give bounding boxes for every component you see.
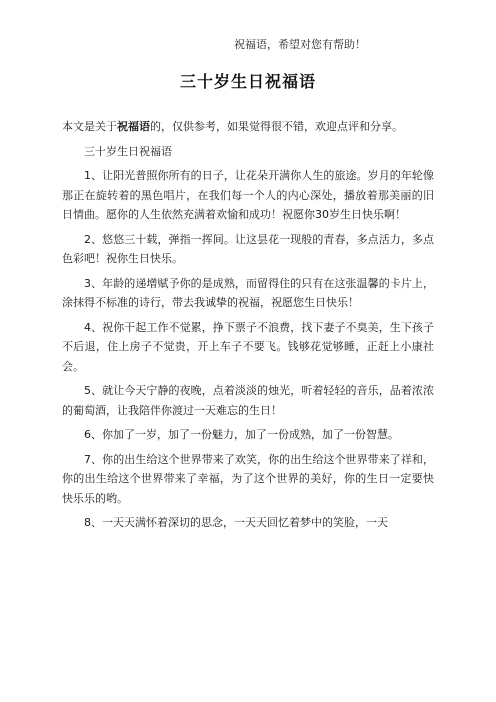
section-subheading: 三十岁生日祝福语 xyxy=(84,144,172,158)
header-note: 祝福语，希望对您有帮助！ xyxy=(234,38,366,51)
blessing-paragraph-2: 2、悠悠三十载，弹指一挥间。让这昙花一现般的青春，多点活力，多点色彩吧！祝你生日快乐。 xyxy=(62,232,434,265)
blessing-paragraph-5: 5、就让今天宁静的夜晚，点着淡淡的烛光，听着轻轻的音乐，品着浓浓的葡萄酒，让我陪伴你渡过一天难忘的生日！ xyxy=(62,384,434,417)
blessing-paragraph-7: 7、你的出生给这个世界带来了欢笑，你的出生给这个世界带来了祥和，你的出生给这个世界带来了幸福，为了这个世界的美好，你的生日一定要快快乐乐的哟。 xyxy=(62,452,434,505)
blessing-paragraph-8: 8、一天天满怀着深切的思念，一天天回忆着梦中的笑脸，一天 xyxy=(84,516,388,529)
intro-prefix: 本文是关于 xyxy=(62,120,117,133)
document-title: 三十岁生日祝福语 xyxy=(179,72,316,91)
blessing-paragraph-4: 4、祝你干起工作不觉累，挣下票子不浪费，找下妻子不臭美，生下孩子不后退，住上房子不觉贵，开上车子不要飞。钱够花觉够睡，正赶上小康社会。 xyxy=(62,320,434,373)
intro-paragraph xyxy=(62,117,434,137)
document-body xyxy=(62,117,434,538)
intro-suffix: 的，仅供参考，如果觉得很不错，欢迎点评和分享。 xyxy=(150,120,403,133)
blessing-paragraph-6: 6、你加了一岁，加了一份魅力，加了一份成熟，加了一份智慧。 xyxy=(84,428,399,441)
intro-keyword: 祝福语 xyxy=(117,120,150,133)
blessing-paragraph-1: 1、让阳光普照你所有的日子，让花朵开满你人生的旅途。岁月的年轮像那正在旋转着的黑色唱片，在我们每一个人的内心深处，播放着那美丽的旧日情曲。愿你的人生依然充满着欢愉和成功！祝愿你30岁生日快乐啊！ xyxy=(62,169,434,221)
blessing-paragraph-3: 3、年龄的递增赋予你的是成熟，而留得住的只有在这张温馨的卡片上，涂抹得不标准的诗行，带去我诚挚的祝福，祝愿您生日快乐！ xyxy=(62,276,434,309)
